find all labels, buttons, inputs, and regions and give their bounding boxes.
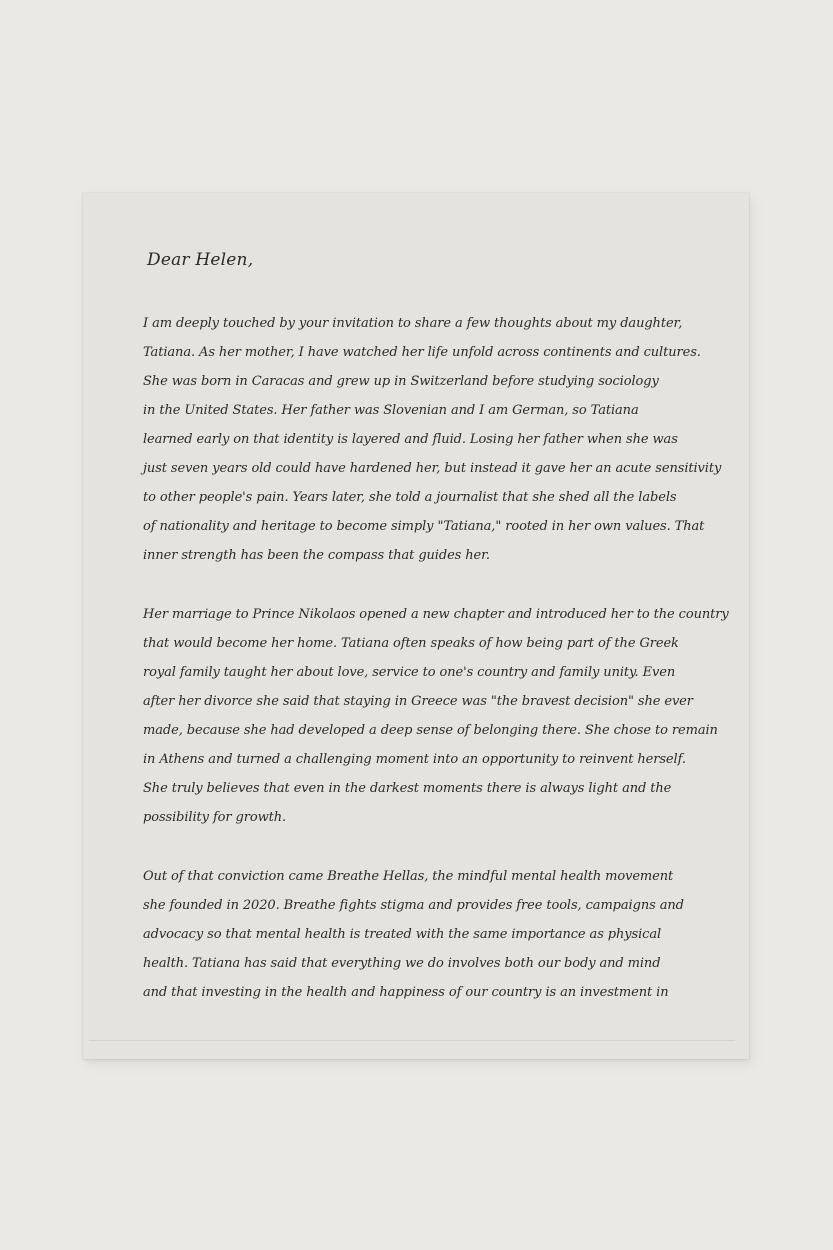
paragraph-3 (143, 862, 713, 1007)
text-line: royal family taught her about love, service to one's country and family unity. Even (143, 665, 676, 680)
text-line: She truly believes that even in the darkest moments there is always light and the (143, 781, 672, 796)
paragraph-2 (143, 600, 729, 832)
text-line: made, because she had developed a deep sense of belonging there. She chose to remain (143, 723, 718, 738)
text-line: to other people's pain. Years later, she told a journalist that she shed all the labels (143, 490, 677, 505)
text-line: She was born in Caracas and grew up in Switzerland before studying sociology (143, 374, 659, 389)
text-line: possibility for growth. (143, 810, 287, 825)
text-line: advocacy so that mental health is treated with the same importance as physical (143, 927, 662, 942)
text-line: that would become her home. Tatiana often speaks of how being part of the Greek (143, 636, 679, 651)
paragraph-1 (143, 309, 722, 570)
paper-edge (89, 1040, 735, 1045)
text-line: Out of that conviction came Breathe Hellas, the mindful mental health movement (143, 869, 674, 884)
salutation: Dear Helen, (147, 250, 254, 270)
text-line: Tatiana. As her mother, I have watched her life unfold across continents and cultures. (143, 345, 701, 360)
text-line: just seven years old could have hardened her, but instead it gave her an acute sensitivity (143, 461, 722, 476)
text-line: I am deeply touched by your invitation to share a few thoughts about my daughter, (143, 316, 683, 331)
text-line: Her marriage to Prince Nikolaos opened a new chapter and introduced her to the country (143, 607, 729, 622)
text-line: learned early on that identity is layered and fluid. Losing her father when she was (143, 432, 678, 447)
text-line: in the United States. Her father was Slovenian and I am German, so Tatiana (143, 403, 639, 418)
text-line: and that investing in the health and happiness of our country is an investment in (143, 985, 669, 1000)
text-line: in Athens and turned a challenging moment into an opportunity to reinvent herself. (143, 752, 686, 767)
text-line: she founded in 2020. Breathe fights stigma and provides free tools, campaigns and (143, 898, 684, 913)
text-line: after her divorce she said that staying in Greece was "the bravest decision" she ever (143, 694, 693, 709)
text-line: of nationality and heritage to become simply "Tatiana," rooted in her own values. That (143, 519, 705, 534)
text-line: health. Tatiana has said that everything we do involves both our body and mind (143, 956, 661, 971)
text-line: inner strength has been the compass that guides her. (143, 548, 490, 563)
